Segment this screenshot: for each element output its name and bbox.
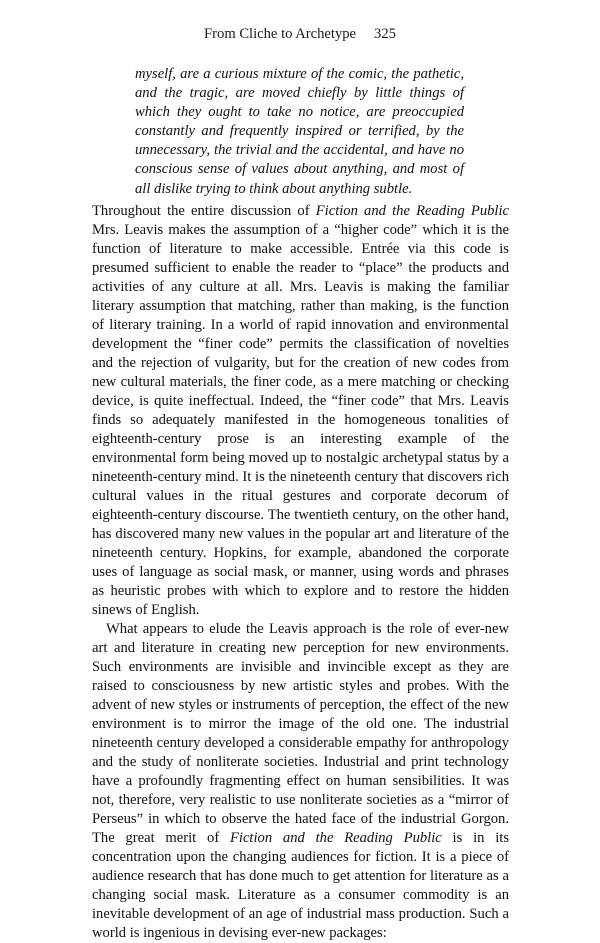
paragraph-1-text-b: Mrs. Leavis makes the assumption of a “higher code” which it is the function of literature to make accessible. Entrée via this code is presumed sufficient to enable the reader to “place” the products and activities of any culture at all. Mrs. Leavis is making the familiar literary assumption that matching, rather than making, is the function of literary training. In a world of rapid innovation and environmental development the “finer code” permits the classification of novelties and the rejection of vulgarity, but for the creation of new codes from new cultural materials, the finer code, as a mere matching or checking device, is quite ineffectual. Indeed, the “finer code” that Mrs. Leavis finds so adequately manifested in the homogeneous tonalities of eighteenth-century prose is an interesting example of the environmental form being moved up to nostalgic archetypal status by a nineteenth-century mind. It is the nineteenth century that discovers rich cultural values in the ritual gestures and corporate decorum of eighteenth-century discourse. The twentieth century, on the other hand, has discovered many new values in the popular art and literature of the nineteenth century. Hopkins, for example, abandoned the corporate uses of language as social mask, or manner, using words and phrases as heuristic probes with which to explore and to restore the hidden sinews of English. <box>92 222 509 618</box>
book-title-italic: Fiction and the Reading Public <box>315 203 509 219</box>
paragraph-1-text-a: Throughout the entire discussion of <box>92 203 316 219</box>
block-quote: myself, are a curious mixture of the comic, the pathetic, and the tragic, are moved chiefly by little things of which they ought to take no notice, are preoccupied constantly and frequently inspired or terrified, by the unnecessary, the trivial and the accidental, and have no conscious sense of values about anything, and most of all dislike trying to think about anything subtle. <box>135 66 464 197</box>
paragraph-2-text-a: What appears to elude the Leavis approach is the role of ever-new art and literature in creating new perception for new environments. Such environments are invisible and invincible except as they are raised to consciousness by new artistic styles and probes. With the advent of new styles or instruments of perception, the effect of the new environment is to mirror the image of the old one. The industrial nineteenth century developed a considerable empathy for anthropology and the study of nonliterate societies. Industrial and print technology have a profoundly fragmenting effect on human sensibilities. It was not, therefore, very realistic to use nonliterate societies as a “mirror of Perseus” in which to observe the hated face of the industrial Gorgon. The great merit of <box>92 621 509 846</box>
running-head-title: From Cliche to Archetype <box>204 26 357 42</box>
paragraph-1 <box>92 202 509 620</box>
book-title-italic: Fiction and the Reading Public <box>229 830 442 846</box>
body-text <box>92 202 509 943</box>
running-head <box>0 26 600 43</box>
paragraph-2 <box>92 620 509 943</box>
page-number: 325 <box>374 26 396 42</box>
paragraph-2-text-b: is in its concentration upon the changing audiences for fiction. It is a piece of audience research that has done much to get attention for literature as a changing social mask. Literature as a consumer commodity is an inevitable development of an age of industrial mass production. Such a world is ingenious in devising ever-new packages: <box>92 830 509 941</box>
